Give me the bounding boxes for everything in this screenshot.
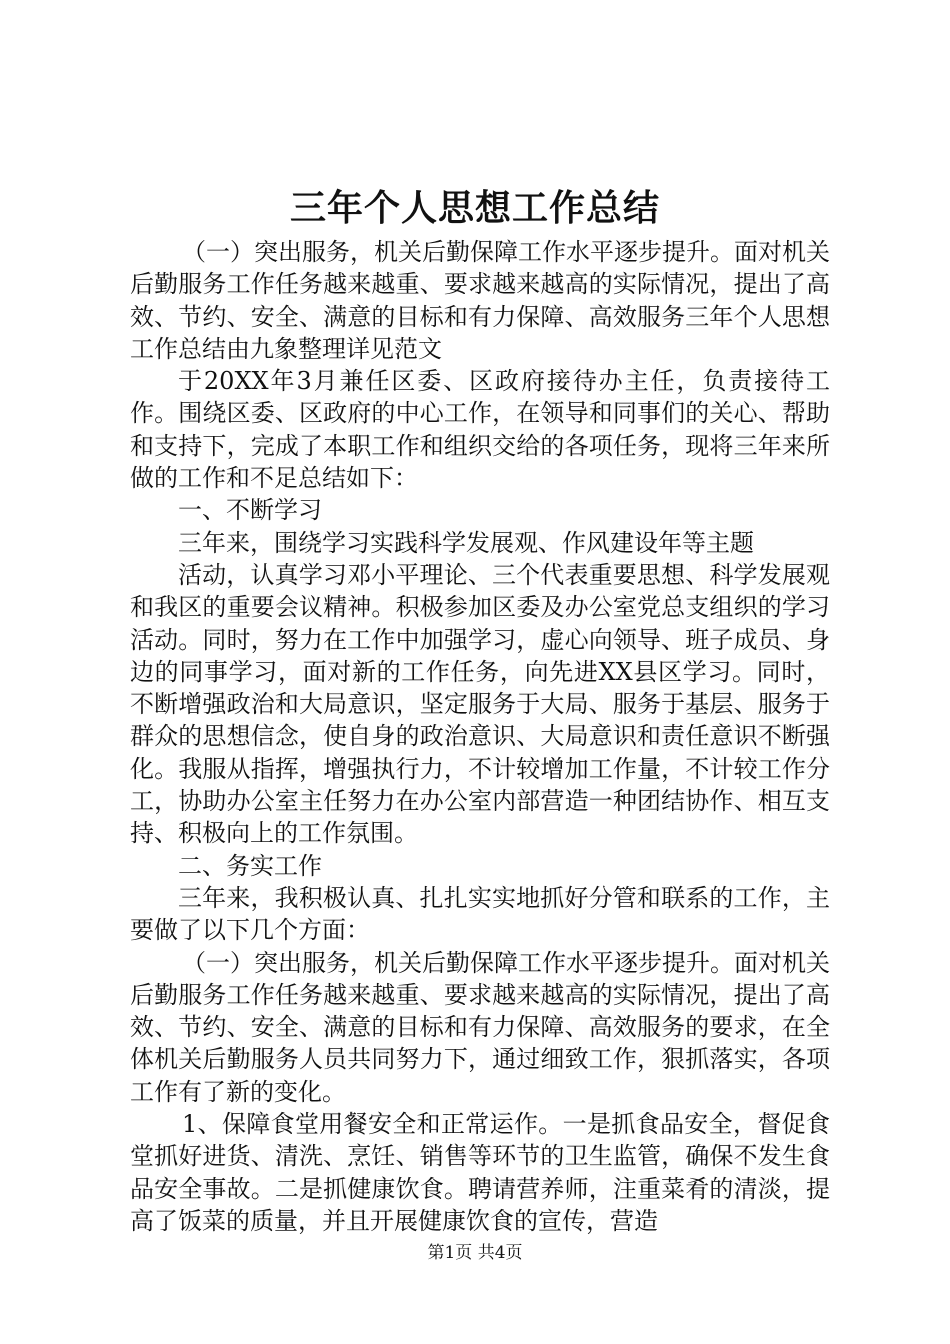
document-title: 三年个人思想工作总结 xyxy=(289,187,660,229)
paragraph: 三年来，我积极认真、扎扎实实地抓好分管和联系的工作，主要做了以下几个方面： xyxy=(130,883,830,945)
section-heading: 二、务实工作 xyxy=(178,851,322,880)
page-footer: 第1页 共4页 xyxy=(427,1243,523,1263)
paragraph: 1、保障食堂用餐安全和正常运作。一是抓食品安全，督促食堂抓好进货、清洗、烹饪、销售等环节的卫生监管，确保不发生食品安全事故。二是抓健康饮食。聘请营养师，注重菜肴的清淡，提高了饭菜的质量，并且开展健康饮食的宣传，营造 xyxy=(130,1110,830,1235)
document-body xyxy=(130,236,830,1237)
section-heading: 一、不断学习 xyxy=(178,496,322,525)
paragraph: （一）突出服务，机关后勤保障工作水平逐步提升。面对机关后勤服务工作任务越来越重、要求越来越高的实际情况，提出了高效、节约、安全、满意的目标和有力保障、高效服务三年个人思想工作总结由九象整理详见范文 xyxy=(130,238,830,363)
paragraph: （一）突出服务，机关后勤保障工作水平逐步提升。面对机关后勤服务工作任务越来越重、要求越来越高的实际情况，提出了高效、节约、安全、满意的目标和有力保障、高效服务的要求，在全体机关后勤服务人员共同努力下，通过细致工作，狠抓落实，各项工作有了新的变化。 xyxy=(130,948,830,1106)
paragraph: 三年来，围绕学习实践科学发展观、作风建设年等主题 xyxy=(178,528,754,557)
paragraph: 于20XX年3月兼任区委、区政府接待办主任，负责接待工作。围绕区委、区政府的中心工作，在领导和同事们的关心、帮助和支持下，完成了本职工作和组织交给的各项任务，现将三年来所做的工作和不足总结如下： xyxy=(130,367,830,493)
paragraph: 活动，认真学习邓小平理论、三个代表重要思想、科学发展观和我区的重要会议精神。积极参加区委及办公室党总支组织的学习活动。同时，努力在工作中加强学习，虚心向领导、班子成员、身边的同事学习，面对新的工作任务，向先进XX县区学习。同时，不断增强政治和大局意识，坚定服务于大局、服务于基层、服务于群众的思想信念，使自身的政治意识、大局意识和责任意识不断强化。我服从指挥，增强执行力，不计较增加工作量，不计较工作分工，协助办公室主任努力在办公室内部营造一种团结协作、相互支持、积极向上的工作氛围。 xyxy=(130,560,830,848)
